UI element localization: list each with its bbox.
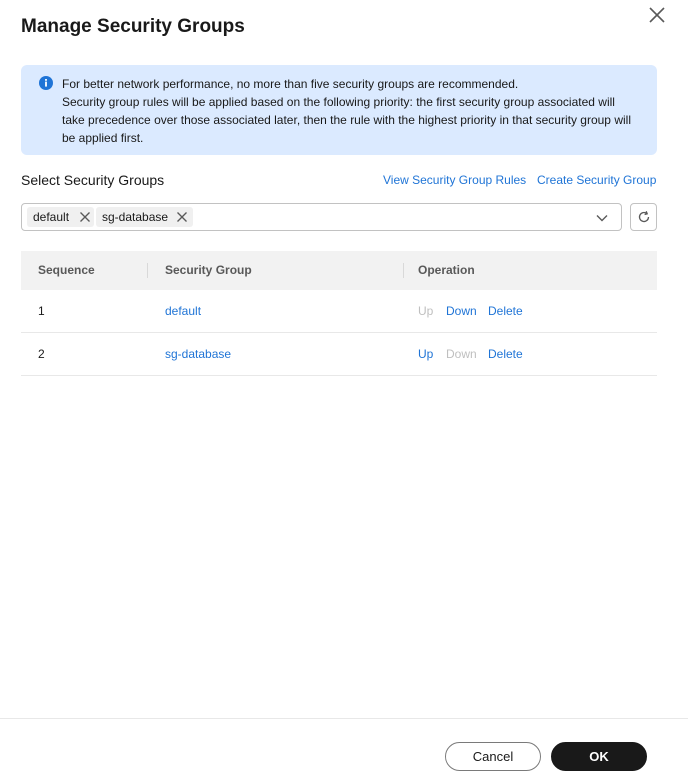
selected-tag-sg-database	[96, 207, 193, 227]
remove-tag-icon[interactable]	[79, 211, 91, 223]
close-button[interactable]	[646, 4, 668, 26]
tag-label: default	[33, 210, 70, 224]
security-group-link[interactable]: default	[165, 304, 202, 318]
table-row	[21, 333, 657, 376]
ok-button[interactable]: OK	[551, 742, 647, 771]
header-sequence: Sequence	[38, 263, 95, 277]
footer-divider	[0, 718, 688, 719]
header-divider	[147, 263, 148, 278]
table-row	[21, 290, 657, 333]
create-security-group-link[interactable]: Create Security Group	[537, 173, 657, 187]
row-sequence: 2	[38, 347, 45, 361]
info-notice	[21, 65, 657, 155]
notice-line-2: Security group rules will be applied based on the following priority: the first security group associated will	[62, 95, 615, 109]
info-icon	[39, 76, 53, 90]
close-icon	[646, 4, 668, 26]
refresh-button[interactable]	[630, 203, 657, 231]
row-sequence: 1	[38, 304, 45, 318]
delete-button[interactable]: Delete	[488, 347, 523, 361]
dialog-title: Manage Security Groups	[21, 16, 245, 37]
notice-line-3: take precedence over those associated later, then the rule with the highest priority in that security group will	[62, 113, 631, 127]
selected-tag-default	[27, 207, 94, 227]
header-security-group: Security Group	[165, 263, 252, 277]
move-up-button[interactable]: Up	[418, 347, 434, 361]
notice-line-1: For better network performance, no more than five security groups are recommended.	[62, 77, 519, 91]
cancel-button[interactable]: Cancel	[445, 742, 541, 771]
chevron-down-icon[interactable]	[595, 211, 609, 225]
security-group-multiselect[interactable]	[21, 203, 622, 231]
table-header	[21, 251, 657, 290]
move-down-button: Down	[446, 347, 477, 361]
security-group-link[interactable]: sg-database	[165, 347, 232, 361]
select-security-groups-label: Select Security Groups	[21, 172, 165, 188]
move-up-button: Up	[418, 304, 434, 318]
remove-tag-icon[interactable]	[176, 211, 188, 223]
notice-text	[62, 75, 647, 147]
delete-button[interactable]: Delete	[488, 304, 523, 318]
refresh-icon	[637, 210, 651, 224]
notice-line-4: be applied first.	[62, 131, 144, 145]
move-down-button[interactable]: Down	[446, 304, 477, 318]
header-divider	[403, 263, 404, 278]
header-operation: Operation	[418, 263, 475, 277]
tag-label: sg-database	[102, 210, 169, 224]
view-security-group-rules-link[interactable]: View Security Group Rules	[383, 173, 527, 187]
